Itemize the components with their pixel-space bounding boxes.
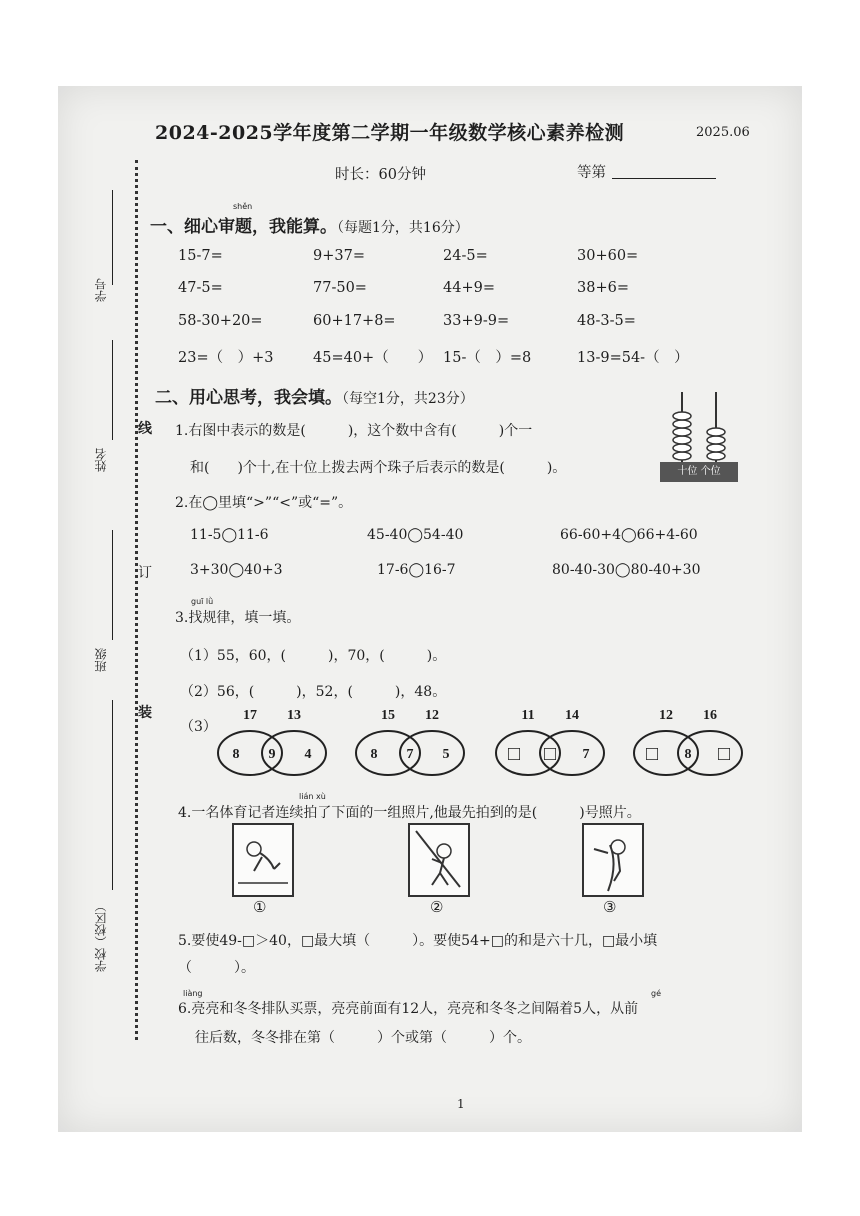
- binding-mark-line: 线: [138, 421, 152, 437]
- venn3-top-right: 14: [565, 708, 579, 723]
- q5-line1[interactable]: 5.要使49-□＞40，□最大填（ ）。要使54+□的和是六十几，□最小填: [178, 933, 658, 949]
- athlete-diving-icon: [234, 825, 292, 895]
- calc-4-3[interactable]: 15-（ ）=8: [443, 350, 532, 366]
- calc-4-2[interactable]: 45=40+（ ）: [313, 350, 433, 366]
- calc-2-2[interactable]: 77-50=: [313, 280, 367, 296]
- exam-paper: [58, 86, 802, 1132]
- exam-title: 2024-2025学年度第二学期一年级数学核心素养检测: [155, 122, 625, 144]
- exam-date: 2025.06: [696, 125, 750, 140]
- photo-1-label: ①: [253, 898, 267, 916]
- q6-line1[interactable]: 6.亮亮和冬冬排队买票，亮亮前面有12人，亮亮和冬冬之间隔着5人，从前: [178, 1001, 639, 1017]
- calc-1-3[interactable]: 24-5=: [443, 248, 488, 264]
- q6-line2[interactable]: 往后数，冬冬排在第（ ）个或第（ ）个。: [195, 1030, 531, 1046]
- venn3-mid[interactable]: □: [543, 743, 557, 765]
- section1-heading: 一、细心审题，我能算。: [150, 217, 337, 237]
- calc-4-4[interactable]: 13-9=54-（ ）: [577, 350, 689, 366]
- pinyin-liang: liàng: [183, 989, 203, 998]
- venn4-left[interactable]: □: [645, 743, 659, 765]
- calc-3-2[interactable]: 60+17+8=: [313, 313, 396, 329]
- photo-2: [408, 823, 470, 897]
- venn2-mid: 7: [406, 747, 414, 762]
- binding-dotted-line: [135, 160, 138, 1040]
- photo-1: [232, 823, 294, 897]
- calc-1-1[interactable]: 15-7=: [178, 248, 223, 264]
- q3-3-label: （3）: [180, 719, 217, 735]
- photo-2-label: ②: [430, 898, 444, 916]
- venn1-mid: 9: [268, 747, 276, 762]
- athlete-pole-run-icon: [410, 825, 468, 895]
- photo-3: [582, 823, 644, 897]
- venn1-top-left: 17: [243, 708, 257, 723]
- calc-3-4[interactable]: 48-3-5=: [577, 313, 636, 329]
- section1-note: （每题1分，共16分）: [337, 220, 469, 236]
- compare-6[interactable]: 80-40-30◯80-40+30: [552, 562, 701, 578]
- q5-line2[interactable]: （ ）。: [178, 960, 255, 976]
- venn4-top-right: 16: [703, 708, 717, 723]
- section2-title: [155, 383, 474, 408]
- school-field[interactable]: [112, 700, 113, 890]
- binding-mark-zhuang: 装: [138, 705, 152, 721]
- compare-2[interactable]: 45-40◯54-40: [367, 527, 464, 543]
- venn1-top-right: 13: [287, 708, 301, 723]
- calc-3-1[interactable]: 58-30+20=: [178, 313, 263, 329]
- q2-title: 2.在◯里填“>”“<”或“=”。: [175, 495, 353, 511]
- pinyin-shen: shěn: [233, 202, 253, 211]
- duration: 时长：60分钟: [335, 167, 426, 183]
- pinyin-ge: gé: [651, 989, 661, 998]
- q3-2[interactable]: （2）56，( )，52，( )，48。: [180, 684, 447, 700]
- student-no-label: 学号: [94, 278, 108, 302]
- binding-mark-ding: 订: [138, 565, 152, 581]
- venn1-left: 8: [232, 747, 240, 762]
- venn3-top-left: 11: [521, 708, 535, 723]
- calc-2-1[interactable]: 47-5=: [178, 280, 223, 296]
- class-label: 班级: [94, 648, 108, 672]
- venn2-left: 8: [370, 747, 378, 762]
- q1-line2[interactable]: 和( )个十,在十位上拨去两个珠子后表示的数是( )。: [190, 460, 567, 476]
- compare-5[interactable]: 17-6◯16-7: [377, 562, 456, 578]
- class-field[interactable]: [112, 530, 113, 640]
- calc-4-1[interactable]: 23=（ ）+3: [178, 350, 274, 366]
- page-number: 1: [457, 1097, 465, 1111]
- venn4-mid: 8: [684, 747, 692, 762]
- photo-3-label: ③: [603, 898, 617, 916]
- venn3-right: 7: [582, 747, 590, 762]
- abacus-figure: [660, 390, 738, 482]
- pinyin-lianxu: lián xù: [299, 792, 326, 801]
- calc-2-3[interactable]: 44+9=: [443, 280, 495, 296]
- athlete-pole-vault-icon: [584, 825, 642, 895]
- venn2-top-left: 15: [381, 708, 395, 723]
- grade-field[interactable]: [612, 178, 716, 179]
- q4-text[interactable]: 4.一名体育记者连续拍了下面的一组照片,他最先拍到的是( )号照片。: [178, 805, 641, 821]
- venn2-top-right: 12: [425, 708, 439, 723]
- compare-4[interactable]: 3+30◯40+3: [190, 562, 283, 578]
- section2-heading: 二、用心思考，我会填。: [155, 388, 342, 408]
- grade-label: 等第: [577, 165, 606, 181]
- q1-line1[interactable]: 1.右图中表示的数是( )，这个数中含有( )个一: [175, 423, 533, 439]
- calc-1-2[interactable]: 9+37=: [313, 248, 365, 264]
- abacus-base-label: 十位 个位: [660, 462, 738, 482]
- calc-1-4[interactable]: 30+60=: [577, 248, 639, 264]
- q3-title: 3.找规律，填一填。: [175, 610, 301, 626]
- venn3-left[interactable]: □: [507, 743, 521, 765]
- abacus-beads: [660, 390, 738, 462]
- school-label: 学校（校区）: [94, 900, 108, 972]
- name-field[interactable]: [112, 340, 113, 440]
- student-no-field[interactable]: [112, 190, 113, 285]
- venn1-right: 4: [304, 747, 312, 762]
- q3-1[interactable]: （1）55，60，( )，70，( )。: [180, 648, 447, 664]
- calc-2-4[interactable]: 38+6=: [577, 280, 629, 296]
- calc-3-3[interactable]: 33+9-9=: [443, 313, 510, 329]
- name-label: 姓名: [94, 448, 108, 472]
- compare-3[interactable]: 66-60+4◯66+4-60: [560, 527, 698, 543]
- section1-title: [150, 212, 469, 237]
- venn2-right: 5: [442, 747, 450, 762]
- pinyin-guilv: guī lǜ: [191, 597, 214, 606]
- venn4-right[interactable]: □: [717, 743, 731, 765]
- compare-1[interactable]: 11-5◯11-6: [190, 527, 269, 543]
- section2-note: （每空1分，共23分）: [342, 391, 474, 407]
- venn-diagrams: [210, 705, 750, 780]
- venn4-top-left: 12: [659, 708, 673, 723]
